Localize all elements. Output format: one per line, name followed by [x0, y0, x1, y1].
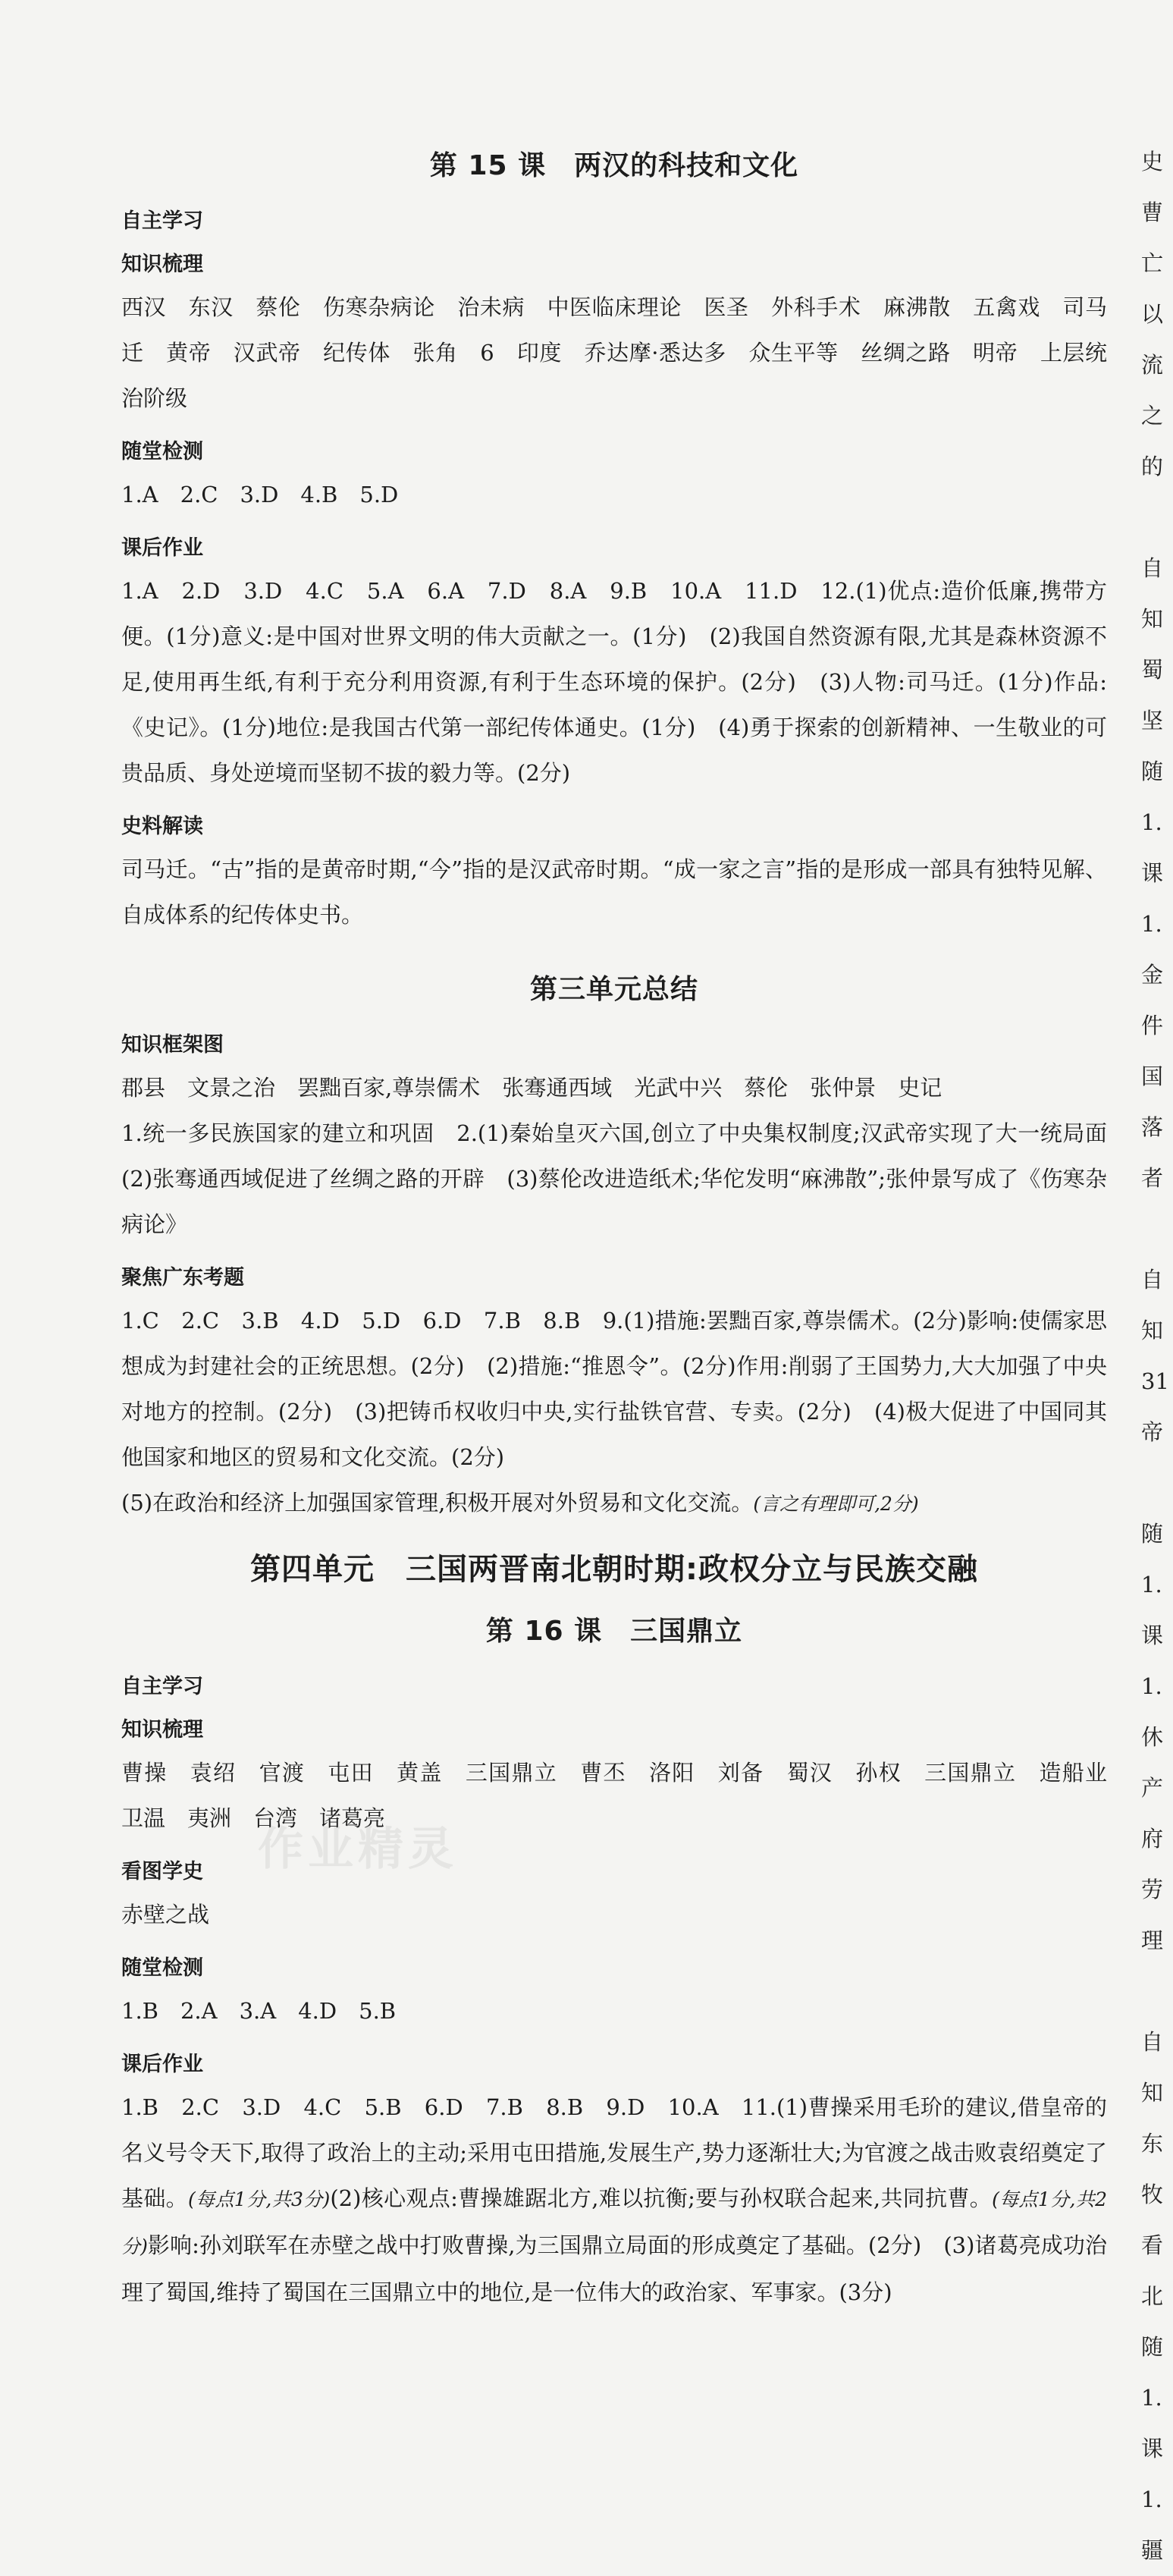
l15-kehou-heading: 课后作业	[121, 536, 203, 560]
edge-glyph: 课	[1141, 1623, 1164, 1648]
l15-kehou-text: 1.A 2.D 3.D 4.C 5.A 6.A 7.D 8.A 9.B 10.A 11.D 12.(1)优点:造价低廉,携带方便。(1分)意义:是中国对世界文明的伟大贡献之一。(1分) (2)我国自然资源有限,尤其是森林资源不足,使用再生纸,有利于充分利用资源,有利于生态环境的保护。(2分) (3)人物:司马迁。(1分)作品:《史记》。(1分)地位:是我国古代第一部纪传体通史。(1分) (4)勇于探索的创新精神、一生敬业的可贵品质、身处逆境而坚韧不拔的毅力等。(2分)	[121, 578, 1107, 786]
l15-zhishi-heading: 知识梳理	[121, 253, 203, 276]
watermark: 作业精灵	[258, 1823, 458, 1876]
l16-kehou-note-2: (每点1分,共2分)	[121, 2188, 1107, 2257]
u3-kuangjia-heading: 知识框架图	[121, 1033, 224, 1057]
edge-glyph: 1.	[1141, 911, 1162, 937]
l16-zhishi-text: 曹操 袁绍 官渡 屯田 黄盖 三国鼎立 曹丕 洛阳 刘备 蜀汉 孙权 三国鼎立 造船业 卫温 夷洲 台湾 诸葛亮	[121, 1760, 1130, 1831]
edge-glyph: 曹	[1141, 199, 1164, 225]
l15-shiliao-heading: 史料解读	[121, 815, 203, 838]
edge-glyph: 1.	[1141, 1572, 1162, 1597]
edge-glyph: 课	[1141, 2436, 1164, 2461]
edge-glyph: 知	[1141, 2080, 1164, 2106]
l15-suitang-text: 1.A 2.C 3.D 4.B 5.D	[121, 482, 399, 507]
adjacent-page-edge	[1141, 137, 1173, 2576]
edge-glyph: 者	[1141, 1165, 1164, 1191]
edge-glyph: 金	[1141, 962, 1164, 988]
edge-glyph: 北	[1141, 2283, 1164, 2309]
edge-glyph	[1141, 1204, 1173, 1255]
edge-glyph: 府	[1141, 1826, 1164, 1852]
edge-glyph: 的	[1141, 454, 1164, 479]
edge-glyph: 休	[1141, 1724, 1164, 1750]
edge-glyph: 亡	[1141, 250, 1164, 276]
edge-glyph: 自	[1141, 555, 1164, 581]
edge-glyph: 疆	[1141, 2537, 1164, 2563]
edge-glyph: 随	[1141, 759, 1164, 784]
l16-zizhu-heading: 自主学习	[121, 1675, 203, 1698]
edge-glyph	[1141, 1966, 1173, 2017]
u3-jujiao-text: 1.C 2.C 3.B 4.D 5.D 6.D 7.B 8.B 9.(1)措施:罢黜百家,尊崇儒术。(2分)影响:使儒家思想成为封建社会的正统思想。(2分) (2)措施:“推恩令”。(2分)作用:削弱了王国势力,大大加强了中央对地方的控制。(2分) (3)把铸币权收归中央,实行盐铁官营、专卖。(2分) (4)极大促进了中国同其他国家和地区的贸易和文化交流。(2分)	[121, 1308, 1107, 1470]
l16-suitang-text: 1.B 2.A 3.A 4.D 5.B	[121, 1998, 397, 2024]
l15-shiliao-text: 司马迁。“古”指的是黄帝时期,“今”指的是汉武帝时期。“成一家之言”指的是形成一部具有独特见解、自成体系的纪传体史书。	[121, 856, 1107, 928]
edge-glyph: 理	[1141, 1927, 1164, 1953]
u3-jujiao-text-2	[121, 1480, 1107, 1527]
l15-zhishi-text: 西汉 东汉 蔡伦 伤寒杂病论 治未病 中医临床理论 医圣 外科手术 麻沸散 五禽戏 司马迁 黄帝 汉武帝 纪传体 张角 6 印度 乔达摩·悉达多 众生平等 丝绸之路 明帝 上层统治阶级	[121, 294, 1107, 411]
u3-kuangjia-text: 郡县 文景之治 罢黜百家,尊崇儒术 张骞通西域 光武中兴 蔡伦 张仲景 史记	[121, 1075, 942, 1101]
edge-glyph: 课	[1141, 860, 1164, 886]
l16-kehou-text-c: 影响:孙刘联军在赤壁之战中打败曹操,为三国鼎立局面的形成奠定了基础。(2分) (3)诸葛亮成功治理了蜀国,维持了蜀国在三国鼎立中的地位,是一位伟大的政治家、军事家。(3分)	[121, 2232, 1107, 2305]
edge-glyph: 1.	[1141, 2486, 1162, 2512]
l15-suitang-heading: 随堂检测	[121, 440, 203, 463]
edge-glyph: 看	[1141, 2232, 1164, 2258]
l16-suitang-heading: 随堂检测	[121, 1956, 203, 1980]
edge-glyph: 知	[1141, 606, 1164, 632]
edge-glyph: 随	[1141, 2334, 1164, 2360]
edge-glyph: 1.	[1141, 1673, 1162, 1699]
l16-kehou-text-b: (2)核心观点:曹操雄踞北方,难以抗衡;要与孙权联合起来,共同抗曹。	[330, 2185, 993, 2211]
lesson-15-title: 第 15 课 两汉的科技和文化	[429, 150, 799, 181]
unit-4-title: 第四单元 三国两晋南北朝时期:政权分立与民族交融	[250, 1552, 978, 1587]
unit-3-summary-title: 第三单元总结	[529, 974, 698, 1005]
edge-glyph: 以	[1141, 301, 1164, 327]
edge-glyph: 1.	[1141, 2385, 1162, 2411]
edge-glyph: 自	[1141, 1267, 1164, 1293]
l15-zizhu-heading: 自主学习	[121, 209, 203, 233]
u3-jujiao-text-2a: (5)在政治和经济上加强国家管理,积极开展对外贸易和文化交流。	[121, 1490, 754, 1516]
edge-glyph	[1141, 492, 1173, 543]
l16-kehou-note-1: (每点1分,共3分)	[188, 2188, 331, 2210]
edge-glyph: 知	[1141, 1318, 1164, 1343]
l16-kantu-heading: 看图学史	[121, 1860, 203, 1883]
main-column	[121, 114, 1130, 2315]
l16-kantu-text: 赤壁之战	[121, 1902, 210, 1927]
edge-glyph: 31	[1141, 1368, 1169, 1394]
u3-kuangjia-text-2: 1.统一多民族国家的建立和巩固 2.(1)秦始皇灭六国,创立了中央集权制度;汉武帝实现了大一统局面 (2)张骞通西域促进了丝绸之路的开辟 (3)蔡伦改进造纸术;华佗发明“麻沸散”;张仲景写成了《伤寒杂病论》	[121, 1120, 1130, 1237]
edge-glyph: 产	[1141, 1775, 1164, 1801]
edge-glyph: 自	[1141, 2029, 1164, 2055]
l16-kehou-heading: 课后作业	[121, 2053, 203, 2076]
edge-glyph: 东	[1141, 2131, 1164, 2157]
edge-glyph: 落	[1141, 1114, 1164, 1140]
edge-glyph: 劳	[1141, 1877, 1164, 1902]
edge-glyph: 蜀	[1141, 657, 1164, 683]
edge-glyph	[1141, 1458, 1173, 1509]
edge-glyph: 流	[1141, 352, 1164, 378]
l16-kehou-text-a: 1.B 2.C 3.D 4.C 5.B 6.D 7.B 8.B 9.D 10.A 11.(1)曹操采用毛玠的建议,借皇帝的名义号令天下,取得了政治上的主动;采用屯田措施,发展生产,势力逐渐壮大;为官渡之战击败袁绍奠定了基础。	[121, 2094, 1107, 2211]
l16-zhishi-heading: 知识梳理	[121, 1718, 203, 1742]
edge-glyph: 坚	[1141, 708, 1164, 734]
edge-glyph: 随	[1141, 1521, 1164, 1547]
edge-glyph: 牧	[1141, 2182, 1164, 2207]
edge-glyph: 1.	[1141, 809, 1162, 835]
u3-jujiao-heading: 聚焦广东考题	[121, 1266, 244, 1290]
edge-glyph: 之	[1141, 403, 1164, 429]
l16-kehou-text	[121, 2084, 1107, 2315]
edge-glyph: 国	[1141, 1063, 1164, 1089]
lesson-16-title: 第 16 课 三国鼎立	[485, 1616, 743, 1647]
u3-jujiao-note: (言之有理即可,2分)	[753, 1493, 919, 1515]
edge-glyph: 件	[1141, 1013, 1164, 1038]
edge-glyph: 帝	[1141, 1419, 1164, 1445]
edge-glyph: 史	[1141, 149, 1164, 174]
